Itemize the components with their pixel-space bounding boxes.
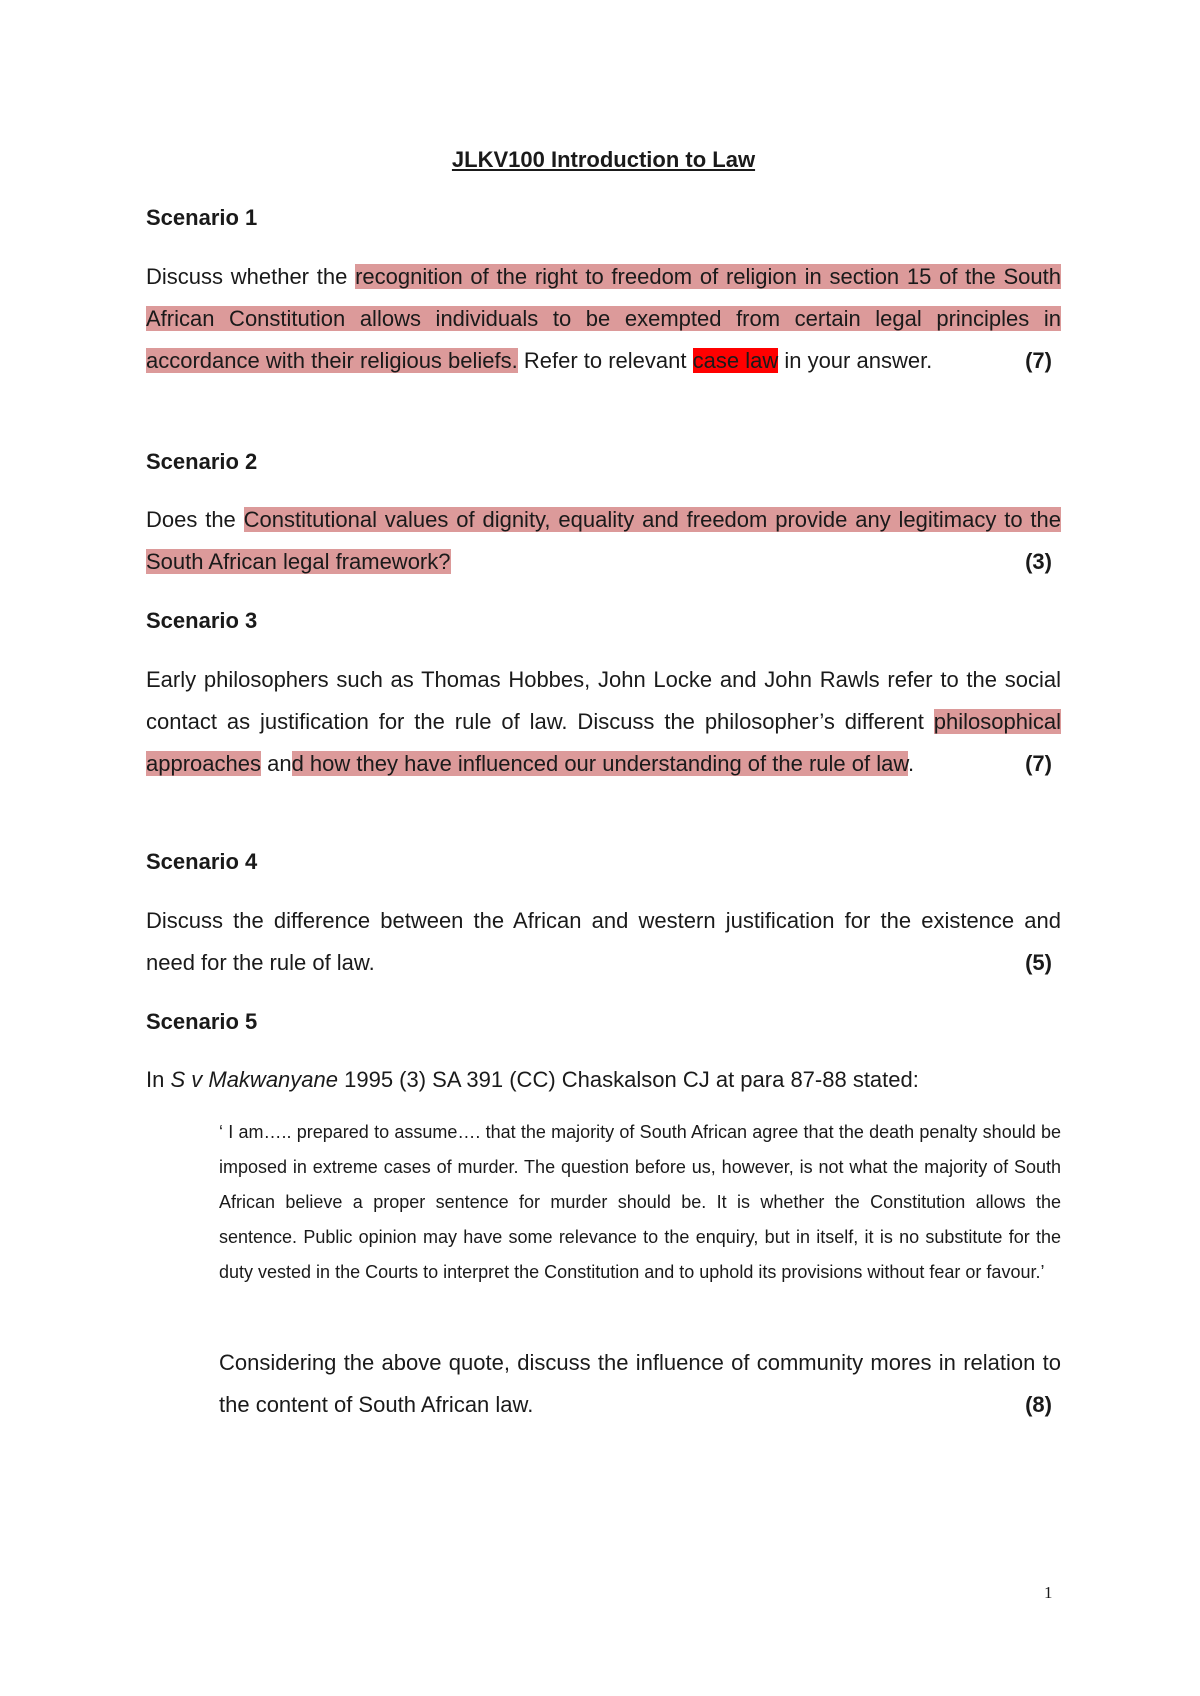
scenario-1-text bbox=[146, 256, 1061, 382]
scenario-3-highlight-approaches: philosophical approaches bbox=[146, 709, 1061, 776]
scenario-5-heading: Scenario 5 bbox=[146, 1009, 258, 1034]
scenario-5-case-name: S v Makwanyane bbox=[170, 1067, 338, 1092]
scenario-4-text bbox=[146, 900, 1061, 984]
page-number: 1 bbox=[1044, 1583, 1053, 1602]
scenario-3-heading: Scenario 3 bbox=[146, 608, 258, 633]
scenario-1-text-post: in your answer. bbox=[778, 348, 933, 373]
scenario-2-highlighted-text: Constitutional values of dignity, equality and freedom provide any legitimacy to the South African legal framework? bbox=[146, 507, 1061, 574]
scenario-5-intro bbox=[146, 1059, 1061, 1101]
scenario-1-text-pre: Discuss whether the bbox=[146, 264, 356, 289]
scenario-1-marks: (7) bbox=[1025, 348, 1052, 373]
scenario-3-marks: (7) bbox=[1025, 751, 1052, 776]
scenario-3-text bbox=[146, 659, 1061, 785]
scenario-5-intro-post: 1995 (3) SA 391 (CC) Chaskalson CJ at para 87-88 stated: bbox=[338, 1067, 919, 1092]
scenario-2-heading: Scenario 2 bbox=[146, 449, 258, 474]
scenario-5-question-text: Considering the above quote, discuss the influence of community mores in relation to the content of South African law. bbox=[219, 1350, 1061, 1417]
scenario-5-quote: ‘ I am….. prepared to assume…. that the majority of South African agree that the death penalty should be imposed in extreme cases of murder. The question before us, however, is not what the majority of South African believe a proper sentence for murder should be. It is whether the Constitution allows the sentence. Public opinion may have some relevance to the enquiry, but in itself, it is no substitute for the duty vested in the Courts to interpret the Constitution and to uphold its provisions without fear or favour.’ bbox=[219, 1122, 1061, 1282]
scenario-4-marks: (5) bbox=[1025, 950, 1052, 975]
scenario-3-text-post: . bbox=[908, 751, 915, 776]
scenario-5-question bbox=[219, 1342, 1061, 1426]
document-title: JLKV100 Introduction to Law bbox=[451, 147, 756, 172]
scenario-4-heading: Scenario 4 bbox=[146, 849, 258, 874]
scenario-2-text bbox=[146, 499, 1061, 583]
scenario-1-text-mid: Refer to relevant bbox=[517, 348, 693, 373]
scenario-1-highlighted-text: recognition of the right to freedom of religion in section 15 of the South African Constitution allows individuals to be exempted from certain legal principles in accordance with their religious beliefs. bbox=[146, 264, 1061, 373]
scenario-1-case-law-highlight: case law bbox=[692, 348, 779, 373]
scenario-5-intro-pre: In bbox=[146, 1067, 171, 1092]
scenario-5-marks: (8) bbox=[1025, 1392, 1052, 1417]
scenario-3-text-mid: an bbox=[260, 751, 292, 776]
scenario-2-marks: (3) bbox=[1025, 549, 1052, 574]
scenario-1-heading: Scenario 1 bbox=[146, 205, 258, 230]
scenario-2-text-pre: Does the bbox=[146, 507, 244, 532]
scenario-3-text-pre: Early philosophers such as Thomas Hobbes, John Locke and John Rawls refer to the social contact as justification for the rule of law. Discuss the philosopher’s different bbox=[146, 667, 1061, 734]
scenario-3-highlight-influence: d how they have influenced our understanding of the rule of law bbox=[291, 751, 908, 776]
scenario-4-body: Discuss the difference between the African and western justification for the existence and need for the rule of law. bbox=[146, 908, 1061, 975]
